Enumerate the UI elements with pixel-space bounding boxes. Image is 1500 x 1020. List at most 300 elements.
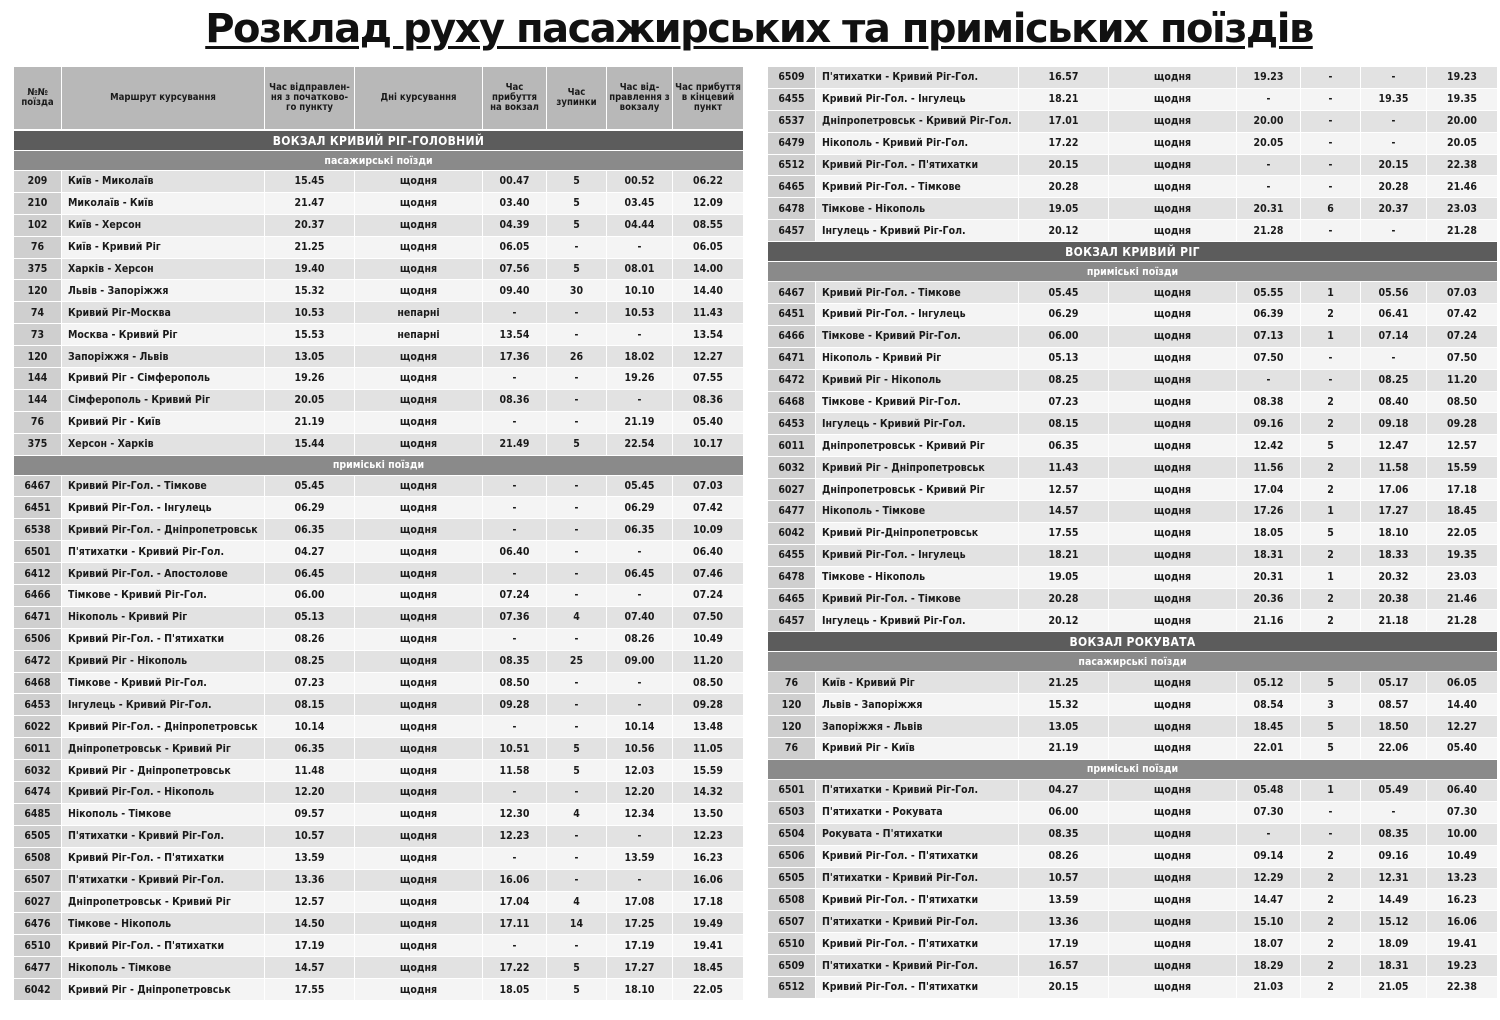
cell-route: П'ятихатки - Кривий Ріг-Гол. [816,780,1019,801]
table-row [768,933,1497,955]
cell-days: щодня [355,913,483,934]
cell-departure-origin: 15.53 [265,324,355,345]
cell-route: Кривий Ріг-Гол. - Інгулець [816,89,1019,110]
cell-train-number: 6477 [768,501,816,522]
cell-departure-origin: 09.57 [265,804,355,825]
cell-days: щодня [355,738,483,759]
table-row [768,67,1497,89]
cell-days: щодня [1109,672,1237,693]
cell-arrival-station: 19.23 [1237,67,1301,88]
cell-train-number: 6477 [14,957,62,978]
table-row [14,585,743,607]
table-row [768,435,1497,457]
station-heading: ВОКЗАЛ КРИВИЙ РІГ [768,242,1497,262]
cell-stop-duration: - [547,541,607,562]
cell-days: щодня [355,804,483,825]
cell-arrival-station: 04.39 [483,215,547,236]
cell-stop-duration: - [1301,89,1361,110]
cell-stop-duration: - [547,497,607,518]
header-arrival-destination: Час прибуття в кінцевий пункт [673,67,743,129]
cell-route: Кривий Ріг-Гол. - Нікополь [62,782,265,803]
cell-departure-origin: 18.21 [1019,89,1109,110]
table-row [768,589,1497,611]
cell-departure-origin: 15.45 [265,171,355,192]
cell-days: щодня [1109,392,1237,413]
cell-days: щодня [355,237,483,258]
cell-arrival-destination: 20.00 [1427,111,1497,132]
cell-arrival-station: - [483,848,547,869]
cell-arrival-destination: 19.49 [673,913,743,934]
cell-train-number: 210 [14,193,62,214]
cell-stop-duration: 2 [1301,933,1361,954]
header-departure-origin: Час відправлен-ня з початково-го пункту [265,67,355,129]
cell-departure-origin: 05.13 [265,607,355,628]
cell-departure-origin: 05.45 [265,476,355,497]
cell-stop-duration: - [547,563,607,584]
cell-departure-origin: 13.59 [1019,889,1109,910]
cell-route: Кривий Ріг-Гол. - Інгулець [816,304,1019,325]
cell-departure-origin: 20.37 [265,215,355,236]
table-row [14,607,743,629]
cell-departure-station: 22.54 [607,434,673,455]
cell-train-number: 144 [14,390,62,411]
table-row [768,326,1497,348]
cell-days: щодня [355,541,483,562]
cell-route: П'ятихатки - Кривий Ріг-Гол. [816,868,1019,889]
cell-departure-station: - [1361,348,1427,369]
cell-departure-origin: 13.59 [265,848,355,869]
cell-route: Кривий Ріг - Сімферополь [62,368,265,389]
cell-arrival-destination: 14.40 [673,280,743,301]
cell-departure-station: - [607,826,673,847]
cell-departure-station: 10.14 [607,716,673,737]
cell-departure-origin: 05.45 [1019,282,1109,303]
cell-route: Кривий Ріг - Дніпропетровськ [62,760,265,781]
cell-arrival-station: 07.30 [1237,802,1301,823]
cell-days: непарні [355,324,483,345]
cell-departure-station: 18.10 [1361,523,1427,544]
cell-arrival-station: - [483,629,547,650]
cell-train-number: 6512 [768,977,816,998]
cell-train-number: 120 [14,280,62,301]
cell-stop-duration: 2 [1301,977,1361,998]
cell-arrival-station: 07.13 [1237,326,1301,347]
cell-train-number: 6467 [768,282,816,303]
cell-route: Нікополь - Кривий Ріг-Гол. [816,133,1019,154]
cell-departure-station: 17.25 [607,913,673,934]
cell-arrival-station: 06.05 [483,237,547,258]
cell-train-number: 6011 [14,738,62,759]
cell-departure-origin: 08.25 [1019,370,1109,391]
cell-departure-station: - [607,585,673,606]
cell-arrival-destination: 22.05 [1427,523,1497,544]
cell-arrival-destination: 23.03 [1427,198,1497,219]
cell-train-number: 6457 [768,610,816,631]
cell-stop-duration: 26 [547,346,607,367]
cell-days: щодня [1109,846,1237,867]
cell-departure-origin: 20.12 [1019,610,1109,631]
cell-departure-origin: 21.25 [265,237,355,258]
cell-arrival-destination: 06.40 [1427,780,1497,801]
cell-train-number: 6510 [768,933,816,954]
cell-arrival-destination: 07.24 [1427,326,1497,347]
cell-departure-origin: 08.26 [1019,846,1109,867]
cell-days: щодня [355,368,483,389]
cell-arrival-destination: 22.38 [1427,977,1497,998]
table-row [14,826,743,848]
cell-route: Нікополь - Тімкове [62,804,265,825]
table-row [14,412,743,434]
cell-train-number: 6451 [768,304,816,325]
cell-train-number: 6538 [14,519,62,540]
cell-route: П'ятихатки - Кривий Ріг-Гол. [816,955,1019,976]
table-row [768,672,1497,694]
table-row [14,368,743,390]
table-row [14,651,743,673]
cell-stop-duration: 1 [1301,326,1361,347]
table-row [768,501,1497,523]
table-row [14,848,743,870]
cell-arrival-destination: 19.35 [1427,545,1497,566]
cell-arrival-station: 21.16 [1237,610,1301,631]
cell-stop-duration: 2 [1301,457,1361,478]
cell-days: щодня [355,171,483,192]
cell-arrival-destination: 07.50 [673,607,743,628]
cell-departure-origin: 12.57 [1019,479,1109,500]
cell-departure-station: 17.27 [607,957,673,978]
cell-departure-origin: 17.19 [1019,933,1109,954]
cell-arrival-station: 21.03 [1237,977,1301,998]
cell-stop-duration: 5 [547,434,607,455]
cell-arrival-destination: 11.20 [673,651,743,672]
cell-departure-origin: 06.45 [265,563,355,584]
cell-days: щодня [355,694,483,715]
cell-arrival-station: 08.54 [1237,694,1301,715]
cell-arrival-destination: 17.18 [1427,479,1497,500]
cell-stop-duration: - [547,870,607,891]
cell-days: щодня [1109,282,1237,303]
cell-departure-origin: 17.22 [1019,133,1109,154]
cell-stop-duration: 30 [547,280,607,301]
table-row [14,782,743,804]
cell-arrival-destination: 14.40 [1427,694,1497,715]
cell-days: щодня [355,848,483,869]
cell-departure-origin: 17.55 [265,979,355,1000]
cell-arrival-station: 18.07 [1237,933,1301,954]
cell-departure-origin: 21.25 [1019,672,1109,693]
cell-arrival-destination: 06.05 [673,237,743,258]
cell-arrival-destination: 10.49 [1427,846,1497,867]
cell-arrival-station: 21.49 [483,434,547,455]
cell-train-number: 6503 [768,802,816,823]
cell-train-number: 120 [14,346,62,367]
cell-arrival-station: - [483,368,547,389]
cell-days: щодня [1109,413,1237,434]
cell-departure-origin: 21.19 [265,412,355,433]
cell-arrival-destination: 22.38 [1427,155,1497,176]
cell-departure-station: - [607,237,673,258]
cell-route: Кривий Ріг-Гол. - П'ятихатки [816,977,1019,998]
cell-days: щодня [1109,523,1237,544]
cell-days: щодня [1109,479,1237,500]
cell-route: Дніпропетровськ - Кривий Ріг [62,738,265,759]
cell-departure-origin: 06.29 [1019,304,1109,325]
cell-departure-origin: 21.19 [1019,738,1109,759]
cell-route: Кривий Ріг-Гол. - П'ятихатки [816,933,1019,954]
cell-days: щодня [1109,326,1237,347]
cell-route: Кривий Ріг - Нікополь [816,370,1019,391]
cell-departure-origin: 20.05 [265,390,355,411]
cell-route: Дніпропетровськ - Кривий Ріг [62,892,265,913]
table-row [14,870,743,892]
cell-train-number: 6457 [768,220,816,241]
table-row [14,171,743,193]
cell-departure-origin: 13.36 [1019,911,1109,932]
cell-departure-station: 05.49 [1361,780,1427,801]
cell-arrival-destination: 19.35 [1427,89,1497,110]
cell-departure-station: 13.59 [607,848,673,869]
cell-departure-origin: 19.05 [1019,567,1109,588]
cell-arrival-station: - [483,935,547,956]
cell-departure-station: - [1361,111,1427,132]
cell-arrival-destination: 07.50 [1427,348,1497,369]
cell-route: Тімкове - Кривий Ріг-Гол. [62,585,265,606]
table-row [14,935,743,957]
cell-stop-duration: 1 [1301,501,1361,522]
cell-days: щодня [355,629,483,650]
cell-train-number: 6537 [768,111,816,132]
cell-arrival-station: 12.42 [1237,435,1301,456]
cell-arrival-destination: 07.42 [673,497,743,518]
cell-arrival-station: 13.54 [483,324,547,345]
cell-arrival-station: - [1237,176,1301,197]
table-row [14,541,743,563]
cell-route: Тімкове - Кривий Ріг-Гол. [62,673,265,694]
cell-departure-station: 11.58 [1361,457,1427,478]
cell-arrival-destination: 16.23 [673,848,743,869]
cell-train-number: 120 [768,694,816,715]
cell-stop-duration: 2 [1301,889,1361,910]
cell-departure-origin: 19.05 [1019,198,1109,219]
cell-departure-origin: 11.48 [265,760,355,781]
cell-train-number: 6042 [768,523,816,544]
cell-departure-station: 09.16 [1361,846,1427,867]
cell-stop-duration: - [547,237,607,258]
cell-departure-station: 06.41 [1361,304,1427,325]
table-row [14,738,743,760]
cell-days: щодня [355,563,483,584]
cell-days: непарні [355,302,483,323]
cell-arrival-station: 17.22 [483,957,547,978]
cell-arrival-destination: 06.22 [673,171,743,192]
cell-days: щодня [1109,911,1237,932]
cell-departure-origin: 12.20 [265,782,355,803]
cell-departure-station: 10.10 [607,280,673,301]
cell-train-number: 6455 [768,545,816,566]
cell-departure-station: 12.03 [607,760,673,781]
table-row [768,846,1497,868]
table-row [768,802,1497,824]
cell-days: щодня [1109,868,1237,889]
table-row [768,545,1497,567]
table-row [768,111,1497,133]
cell-route: Львів - Запоріжжя [816,694,1019,715]
table-row [14,476,743,498]
cell-train-number: 6504 [768,824,816,845]
cell-arrival-station: 07.36 [483,607,547,628]
cell-train-number: 6042 [14,979,62,1000]
train-type-heading: приміські поїзди [768,262,1497,282]
cell-departure-station: 18.50 [1361,716,1427,737]
cell-route: Кривий Ріг-Гол. - Дніпропетровськ [62,519,265,540]
cell-train-number: 120 [768,716,816,737]
cell-arrival-station: 00.47 [483,171,547,192]
cell-days: щодня [1109,933,1237,954]
cell-train-number: 102 [14,215,62,236]
cell-arrival-destination: 16.23 [1427,889,1497,910]
cell-stop-duration: - [1301,67,1361,88]
cell-arrival-destination: 13.50 [673,804,743,825]
cell-departure-origin: 17.19 [265,935,355,956]
table-row [14,716,743,738]
cell-days: щодня [355,870,483,891]
cell-days: щодня [1109,220,1237,241]
cell-departure-origin: 08.35 [1019,824,1109,845]
cell-route: Кривий Ріг - Київ [816,738,1019,759]
cell-arrival-destination: 18.45 [673,957,743,978]
cell-stop-duration: - [1301,133,1361,154]
cell-days: щодня [1109,370,1237,391]
cell-arrival-destination: 07.46 [673,563,743,584]
cell-train-number: 6501 [14,541,62,562]
cell-arrival-station: 17.04 [1237,479,1301,500]
cell-arrival-destination: 12.27 [673,346,743,367]
cell-days: щодня [1109,111,1237,132]
cell-arrival-station: 07.50 [1237,348,1301,369]
cell-train-number: 6465 [768,176,816,197]
cell-stop-duration: - [1301,824,1361,845]
cell-departure-station: 20.38 [1361,589,1427,610]
cell-days: щодня [1109,955,1237,976]
cell-days: щодня [355,412,483,433]
cell-departure-station: 12.31 [1361,868,1427,889]
cell-stop-duration: 3 [1301,694,1361,715]
cell-departure-station: 18.02 [607,346,673,367]
cell-route: Кривий Ріг-Гол. - Інгулець [62,497,265,518]
cell-arrival-station: 05.12 [1237,672,1301,693]
cell-stop-duration: 5 [1301,523,1361,544]
cell-arrival-destination: 19.23 [1427,67,1497,88]
cell-stop-duration: 5 [547,957,607,978]
cell-arrival-station: 17.36 [483,346,547,367]
table-row [768,911,1497,933]
cell-arrival-station: 18.05 [1237,523,1301,544]
cell-train-number: 6478 [768,567,816,588]
cell-train-number: 6451 [14,497,62,518]
cell-train-number: 74 [14,302,62,323]
cell-arrival-station: 16.06 [483,870,547,891]
cell-arrival-destination: 21.28 [1427,220,1497,241]
cell-route: Кривий Ріг-Гол. - Апостолове [62,563,265,584]
cell-arrival-destination: 11.20 [1427,370,1497,391]
header-train-number: №№ поїзда [14,67,62,129]
cell-arrival-station: 10.51 [483,738,547,759]
cell-arrival-station: - [483,302,547,323]
cell-departure-station: 12.20 [607,782,673,803]
cell-arrival-destination: 19.41 [673,935,743,956]
cell-arrival-destination: 17.18 [673,892,743,913]
cell-arrival-station: - [1237,824,1301,845]
cell-departure-origin: 15.32 [265,280,355,301]
cell-train-number: 6506 [14,629,62,650]
cell-train-number: 6453 [768,413,816,434]
cell-days: щодня [1109,802,1237,823]
cell-stop-duration: - [1301,348,1361,369]
cell-stop-duration: 2 [1301,610,1361,631]
cell-stop-duration: 2 [1301,955,1361,976]
table-row [14,302,743,324]
cell-departure-station: 03.45 [607,193,673,214]
cell-days: щодня [1109,457,1237,478]
table-row [14,694,743,716]
cell-arrival-station: - [483,497,547,518]
cell-arrival-station: 11.58 [483,760,547,781]
cell-arrival-destination: 08.36 [673,390,743,411]
cell-stop-duration: - [547,826,607,847]
cell-departure-origin: 19.40 [265,259,355,280]
cell-arrival-station: 09.28 [483,694,547,715]
table-row [14,913,743,935]
cell-arrival-destination: 09.28 [1427,413,1497,434]
cell-arrival-destination: 05.40 [1427,738,1497,759]
cell-days: щодня [1109,133,1237,154]
cell-days: щодня [355,782,483,803]
cell-arrival-station: - [483,476,547,497]
cell-days: щодня [355,673,483,694]
cell-route: Київ - Миколаїв [62,171,265,192]
cell-departure-station: 10.53 [607,302,673,323]
cell-route: Кривий Ріг - Дніпропетровськ [816,457,1019,478]
cell-route: Миколаїв - Київ [62,193,265,214]
cell-departure-station: - [1361,220,1427,241]
cell-departure-origin: 20.15 [1019,155,1109,176]
cell-stop-duration: 5 [547,193,607,214]
table-row [14,434,743,456]
cell-departure-origin: 07.23 [1019,392,1109,413]
cell-train-number: 144 [14,368,62,389]
table-row [768,392,1497,414]
cell-days: щодня [1109,501,1237,522]
table-row [14,390,743,412]
table-row [768,304,1497,326]
cell-arrival-destination: 11.05 [673,738,743,759]
cell-route: Львів - Запоріжжя [62,280,265,301]
cell-stop-duration: 2 [1301,589,1361,610]
cell-arrival-destination: 20.05 [1427,133,1497,154]
cell-stop-duration: - [1301,802,1361,823]
cell-departure-station: - [1361,67,1427,88]
header-days: Дні курсування [355,67,483,129]
cell-departure-station: - [1361,133,1427,154]
cell-stop-duration: - [547,694,607,715]
cell-stop-duration: 5 [547,259,607,280]
cell-train-number: 6507 [14,870,62,891]
table-row [768,220,1497,242]
table-row [768,479,1497,501]
cell-departure-origin: 08.25 [265,651,355,672]
cell-train-number: 375 [14,434,62,455]
cell-arrival-station: 14.47 [1237,889,1301,910]
